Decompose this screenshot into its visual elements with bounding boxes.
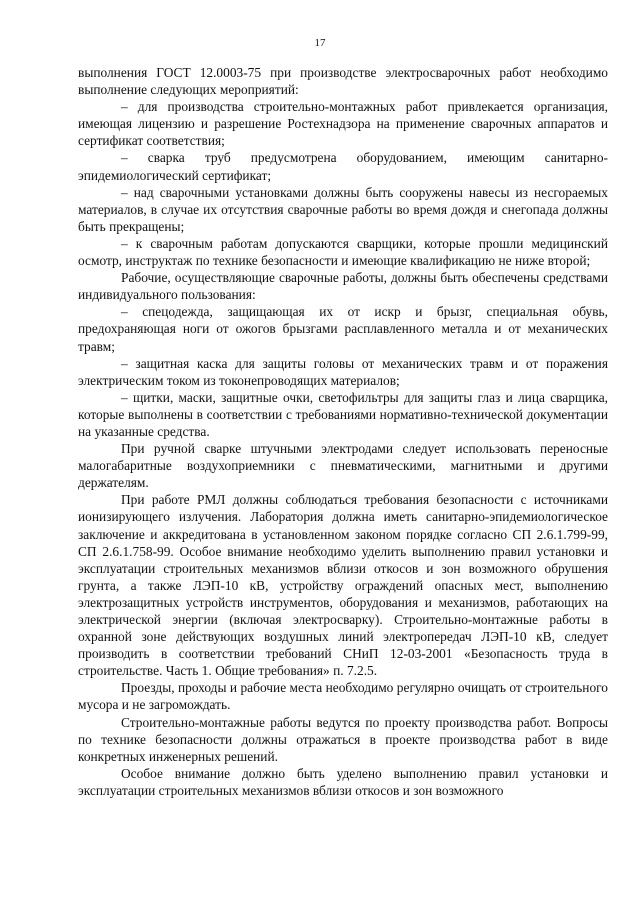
paragraph: выполнения ГОСТ 12.0003-75 при производстве электросварочных работ необходимо выполнение следующих мероприятий:	[78, 65, 608, 98]
list-item: – над сварочными установками должны быть сооружены навесы из несгораемых материалов, в случае их отсутствия сварочные работы во время дождя и снегопада должны быть прекращены;	[78, 184, 608, 234]
paragraph: Проезды, проходы и рабочие места необходимо регулярно очищать от строительного мусора и не загромождать.	[78, 680, 608, 713]
paragraph: Строительно-монтажные работы ведутся по проекту производства работ. Вопросы по технике безопасности должны отражаться в проекте производства работ в виде конкретных инженерных решений.	[78, 714, 608, 764]
page-number: 17	[314, 37, 326, 49]
list-item: – щитки, маски, защитные очки, светофильтры для защиты глаз и лица сварщика, которые выполнены в соответствии с требованиями нормативно-технической документации на указанные средства.	[78, 389, 608, 439]
list-item: – сварка труб предусмотрена оборудованием, имеющим санитарно-эпидемиологический сертификат;	[78, 150, 608, 183]
list-item: – к сварочным работам допускаются сварщики, которые прошли медицинский осмотр, инструктаж по технике безопасности и имеющие квалификацию не ниже второй;	[78, 235, 608, 269]
paragraph: При ручной сварке штучными электродами следует использовать переносные малогабаритные воздухоприемники с пневматическими, магнитными и другими держателям.	[78, 441, 608, 491]
paragraph: Особое внимание должно быть уделено выполнению правил установки и эксплуатации строительных механизмов вблизи откосов и зон возможного	[78, 765, 608, 798]
list-item: – защитная каска для защиты головы от механических травм и от поражения электрическим током из токонепроводящих материалов;	[78, 355, 608, 388]
paragraph: Рабочие, осуществляющие сварочные работы, должны быть обеспечены средствами индивидуального пользования:	[78, 270, 608, 303]
paragraph: При работе РМЛ должны соблюдаться требования безопасности с источниками ионизирующего излучения. Лаборатория должна иметь санитарно-эпидемиологическое заключение и аккредитована в установленном законом порядке согласно СП 2.6.1.799-99, СП 2.6.1.758-99. Особое внимание необходимо уделить выполнению правил установки и эксплуатации строительных механизмов вблизи откосов и зон возможного обрушения грунта, а также ЛЭП-10 кВ, устройству ограждений опасных мест, выполнению электрозащитных устройств инструментов, оборудования и механизмов, работающих на электрической энергии (включая электросварку). Строительно-монтажные работы в охранной зоне действующих воздушных линий электропередач ЛЭП-10 кВ, следует производить в соответствии требований СНиП 12-03-2001 «Безопасность труда в строительстве. Часть 1. Общие требования» п. 7.2.5.	[78, 492, 608, 679]
list-item: – спецодежда, защищающая их от искр и брызг, специальная обувь, предохраняющая ноги от ожогов брызгами расплавленного металла и от механических травм;	[78, 304, 608, 354]
list-item: – для производства строительно-монтажных работ привлекается организация, имеющая лицензию и разрешение Ростехнадзора на применение сварочных аппаратов и сертификат соответствия;	[78, 99, 608, 149]
document-body	[78, 64, 608, 799]
